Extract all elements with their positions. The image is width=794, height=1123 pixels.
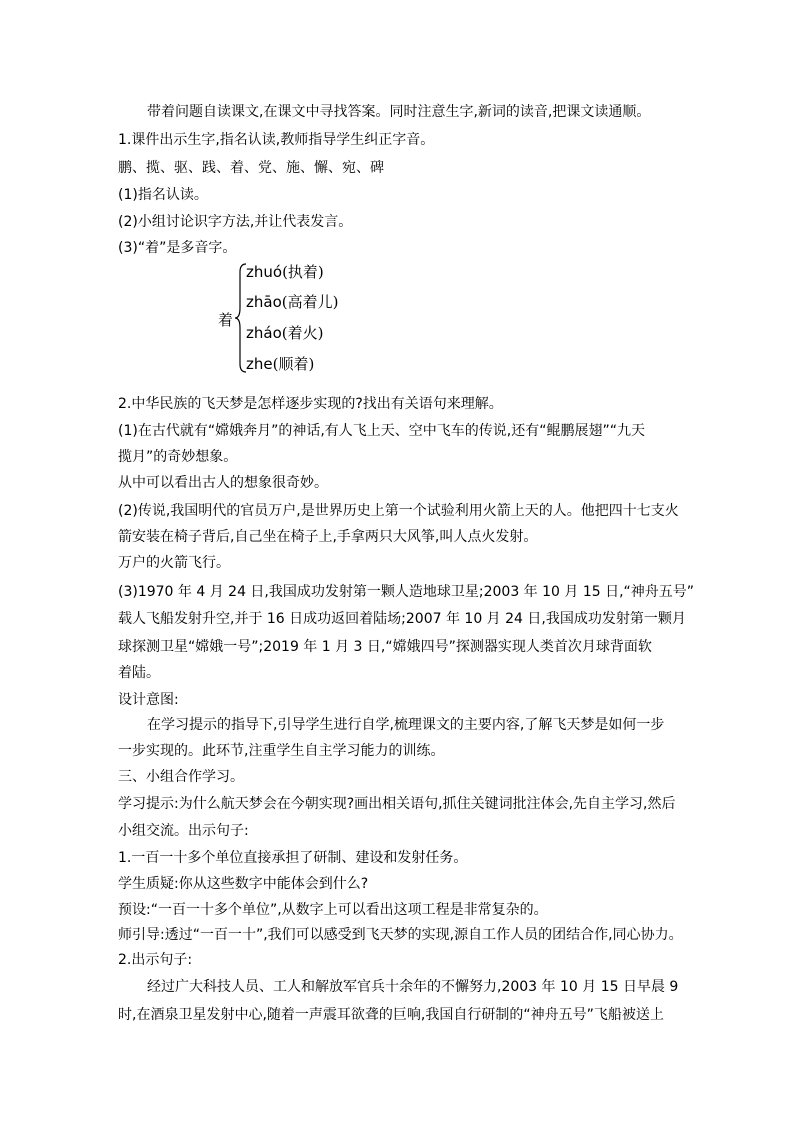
step-1-heading: 1.课件出示生字,指名认读,教师指导学生纠正字音。 [118,132,435,148]
pinyin: zhuó [246,263,283,281]
text-line: 载人飞船发射升空,并于 16 日成功返回着陆场;2007 年 10 月 24 日,我国成功发射第一颗月 [118,611,686,627]
text-line: 经过广大科技人员、工人和解放军官兵十余年的不懈努力,2003 年 10 月 15 日早晨 9 [147,979,679,995]
step-2-heading: 2.中华民族的飞天梦是怎样逐步实现的?找出有关语句来理解。 [118,396,503,412]
section-heading: 三、小组合作学习。 [118,769,244,785]
reading-item [246,292,338,312]
list-item: (2)小组讨论识字方法,并让代表发言。 [118,214,353,230]
reading-item [246,323,323,343]
polyphone-character: 着 [218,311,234,329]
text-line: (2)传说,我国明代的官员万户,是世界历史上第一个试验利用火箭上天的人。他把四十七支火 [118,503,679,519]
example-word: (着火) [281,324,324,342]
text-line: 揽月”的奇妙想象。 [118,449,238,465]
pinyin: zháo [246,324,282,342]
example-word: (高着儿) [281,293,339,311]
text-line: (1)在古代就有“嫦娥奔月”的神话,有人飞上天、空中飞车的传说,还有“鲲鹏展翅”“九天 [118,423,645,439]
text-line: (3)1970 年 4 月 24 日,我国成功发射第一颗人造地球卫星;2003 年 10 月 15 日,“神舟五号” [118,584,695,600]
example-word: (执着) [282,263,324,281]
pinyin: zhe [246,355,273,373]
text-line: 万户的火箭飞行。 [118,555,230,571]
design-intent-heading: 设计意图: [118,692,179,708]
example-word: (顺着) [272,355,315,373]
list-item: (1)指名认读。 [118,187,208,203]
text-line: 在学习提示的指导下,引导学生进行自学,梳理课文的主要内容,了解飞天梦是如何一步 [147,717,665,733]
list-item: (3)“着”是多音字。 [118,240,237,256]
text-line: 时,在酒泉卫星发射中心,随着一声震耳欲聋的巨响,我国自行研制的“神舟五号”飞船被送上 [118,1007,664,1023]
text-line: 2.出示句子: [118,952,193,968]
pinyin: zhāo [246,293,282,311]
polyphone-diagram [218,262,438,374]
text-line: 小组交流。出示句子: [118,823,249,839]
paragraph-intro: 带着问题自读课文,在课文中寻找答案。同时注意生字,新词的读音,把课文读通顺。 [147,104,651,120]
text-line: 预设:“一百一十多个单位”,从数字上可以看出这项工程是非常复杂的。 [118,902,548,918]
text-line: 球探测卫星“嫦娥一号”;2019 年 1 月 3 日,“嫦娥四号”探测器实现人类首次月球背面软 [118,639,652,655]
reading-item [246,262,324,282]
text-line: 箭安装在椅子背后,自己坐在椅子上,手拿两只大风筝,叫人点火发射。 [118,529,538,545]
text-line: 从中可以看出古人的想象很奇妙。 [118,475,328,491]
text-line: 学生质疑:你从这些数字中能体会到什么? [118,876,369,892]
text-line: 师引导:透过“一百一十”,我们可以感受到飞天梦的实现,源自工作人员的团结合作,同心协力。 [118,927,683,943]
text-line: 1.一百一十多个单位直接承担了研制、建设和发射任务。 [118,850,468,866]
reading-item [246,354,314,374]
text-line: 一步实现的。此环节,注重学生自主学习能力的训练。 [118,743,445,759]
text-line: 学习提示:为什么航天梦会在今朝实现?画出相关语句,抓住关键词批注体会,先自主学习,然后 [118,796,676,812]
new-characters-list: 鹏、揽、驱、践、着、党、施、懈、宛、碑 [118,160,384,176]
text-line: 着陆。 [118,665,160,681]
